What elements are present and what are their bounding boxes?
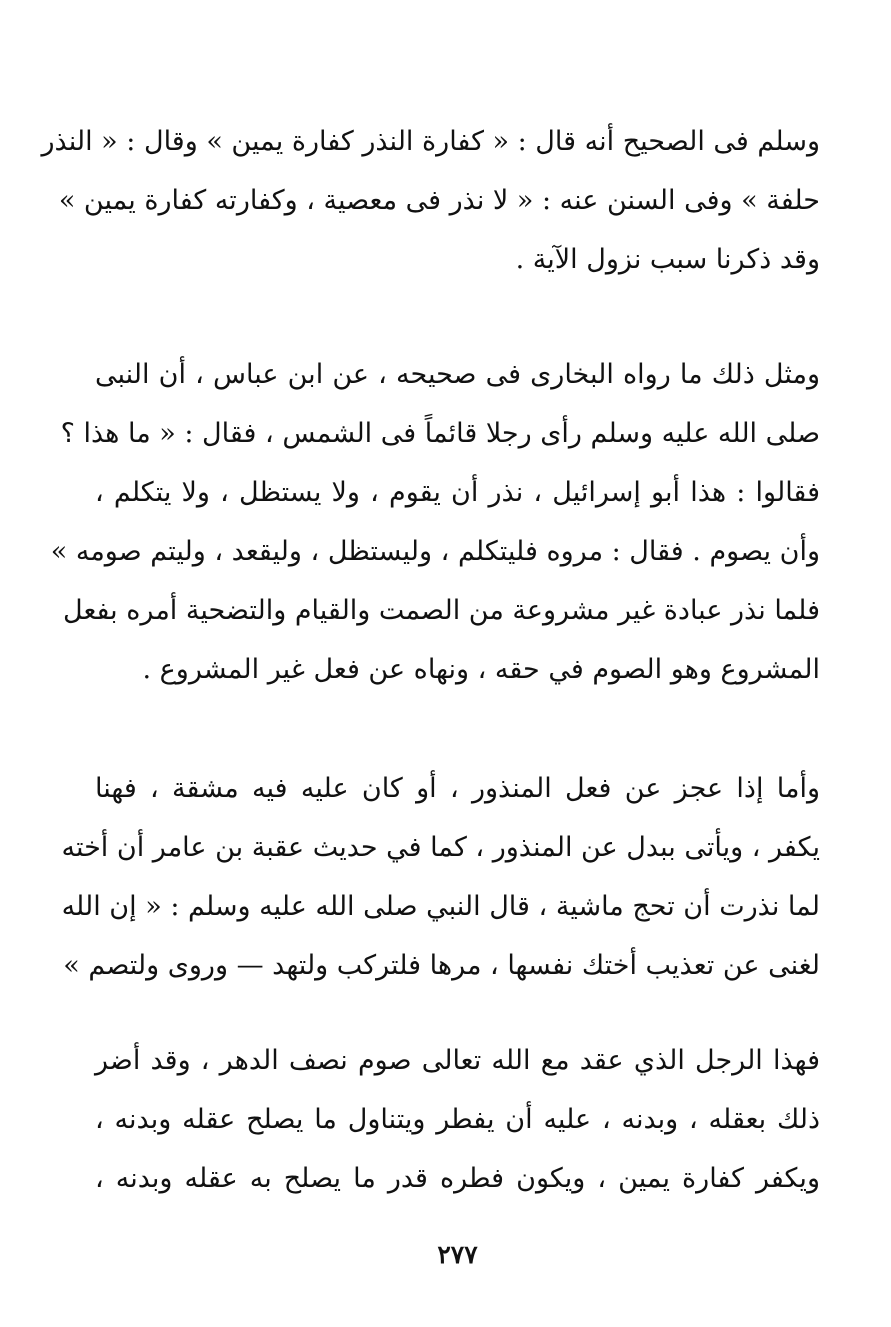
text-line: يكفر ، ويأتى ببدل عن المنذور ، كما في حديث عقبة بن عامر أن أخته [61, 832, 820, 863]
text-line: فلما نذر عبادة غير مشروعة من الصمت والقيام والتضحية أمره بفعل [63, 595, 820, 626]
text-line: حلفة » وفى السنن عنه : « لا نذر فى معصية ، وكفارته كفارة يمين » [58, 185, 820, 216]
text-line: لغنى عن تعذيب أختك نفسها ، مرها فلتركب ولتهد — وروى ولتصم » [63, 950, 820, 981]
paragraph-2 [50, 345, 820, 699]
paragraph-4 [95, 1031, 820, 1208]
page-number: ٢٧٧ [437, 1240, 478, 1269]
text-line: ويكفر كفارة يمين ، ويكون فطره قدر ما يصلح به عقله وبدنه ، [95, 1163, 820, 1194]
paragraph-3 [61, 759, 820, 995]
text-line: فقالوا : هذا أبو إسرائيل ، نذر أن يقوم ، ولا يستظل ، ولا يتكلم ، [95, 477, 820, 508]
paragraph-1 [41, 112, 820, 289]
text-line: ومثل ذلك ما رواه البخارى فى صحيحه ، عن ابن عباس ، أن النبى [95, 359, 820, 390]
text-line: فهذا الرجل الذي عقد مع الله تعالى صوم نصف الدهر ، وقد أضر [95, 1045, 820, 1076]
text-line: وأن يصوم . فقال : مروه فليتكلم ، وليستظل ، وليقعد ، وليتم صومه » [50, 536, 820, 567]
text-line: صلى الله عليه وسلم رأى رجلا قائماً فى الشمس ، فقال : « ما هذا ؟ [60, 418, 820, 449]
text-line: المشروع وهو الصوم في حقه ، ونهاه عن فعل غير المشروع . [142, 654, 820, 685]
document-page [41, 112, 820, 1269]
text-line: وأما إذا عجز عن فعل المنذور ، أو كان عليه فيه مشقة ، فهنا [95, 773, 820, 804]
text-line: وسلم فى الصحيح أنه قال : « كفارة النذر كفارة يمين » وقال : « النذر [41, 126, 820, 157]
text-line: لما نذرت أن تحج ماشية ، قال النبي صلى الله عليه وسلم : « إن الله [61, 891, 820, 922]
text-line: وقد ذكرنا سبب نزول الآية . [515, 244, 820, 275]
text-line: ذلك بعقله ، وبدنه ، عليه أن يفطر ويتناول ما يصلح عقله وبدنه ، [95, 1104, 820, 1135]
